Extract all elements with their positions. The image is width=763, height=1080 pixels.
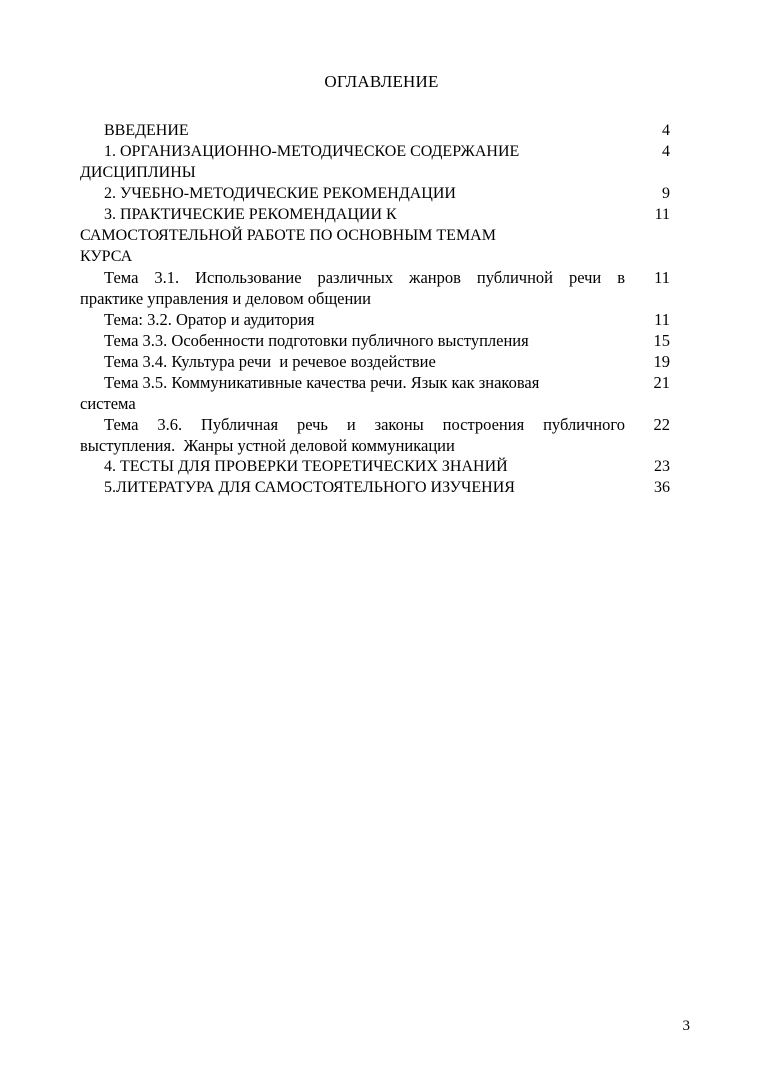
toc-page-number: 36 (654, 479, 670, 496)
toc-entry-section-4[interactable] (80, 456, 670, 477)
toc-entry-text (80, 183, 625, 204)
toc-page-number: 15 (653, 331, 670, 350)
toc-entry-line: САМОСТОЯТЕЛЬНОЙ РАБОТЕ ПО ОСНОВНЫМ ТЕМАМ (80, 227, 496, 244)
toc-entry-line: практике управления и деловом общении (80, 289, 371, 308)
toc-page-number: 11 (654, 268, 670, 287)
toc-entry-line: Тема 3.4. Культура речи и речевое воздействие (104, 352, 436, 371)
page-number: 3 (682, 1018, 690, 1034)
toc-entry-topic-3-1[interactable] (80, 267, 670, 309)
toc-entry-line: 5.ЛИТЕРАТУРА ДЛЯ САМОСТОЯТЕЛЬНОГО ИЗУЧЕНИЯ (104, 479, 515, 496)
toc-entry-line: выступления. Жанры устной деловой коммуникации (80, 436, 455, 455)
toc-entry-line: 3. ПРАКТИЧЕСКИЕ РЕКОМЕНДАЦИИ К (104, 206, 397, 223)
toc-page-number: 11 (654, 310, 670, 329)
toc-entry-topic-3-2[interactable] (80, 309, 670, 330)
toc-entry-line: ВВЕДЕНИЕ (104, 122, 189, 139)
toc-entry-text (80, 120, 625, 141)
toc-entry-line: КУРСА (80, 248, 133, 265)
toc-entry-line: Тема 3.1. Использование различных жанров публичной речи в (104, 268, 625, 287)
toc-entry-text (80, 204, 625, 267)
toc-entry-section-2[interactable] (80, 183, 670, 204)
toc-page-number: 9 (662, 185, 670, 202)
toc-entry-text (80, 351, 625, 372)
toc-entry-line: система (80, 394, 136, 413)
toc-entry-topic-3-5[interactable] (80, 372, 670, 414)
toc-entry-text (80, 267, 625, 309)
toc-entry-line: 2. УЧЕБНО-МЕТОДИЧЕСКИЕ РЕКОМЕНДАЦИИ (104, 185, 456, 202)
toc-entry-line: 4. ТЕСТЫ ДЛЯ ПРОВЕРКИ ТЕОРЕТИЧЕСКИХ ЗНАНИЙ (104, 458, 508, 475)
toc-entry-line: Тема: 3.2. Оратор и аудитория (104, 310, 315, 329)
toc-entry-topic-3-4[interactable] (80, 351, 670, 372)
toc-page-number: 4 (662, 122, 670, 139)
toc-entry-text (80, 477, 625, 498)
toc-page-number: 4 (662, 143, 670, 160)
toc-page-number: 21 (653, 373, 670, 392)
toc-entry-text (80, 456, 625, 477)
toc-page-number: 19 (653, 352, 670, 371)
toc-entry-topic-3-3[interactable] (80, 330, 670, 351)
toc-entry-introduction[interactable] (80, 120, 670, 141)
toc-entry-text (80, 372, 625, 414)
toc-entry-section-1[interactable] (80, 141, 670, 183)
toc-entry-line: Тема 3.3. Особенности подготовки публичного выступления (104, 331, 529, 350)
toc-entry-line: Тема 3.5. Коммуникативные качества речи. Язык как знаковая (104, 373, 540, 392)
toc-page-number: 23 (654, 458, 670, 475)
page-title: ОГЛАВЛЕНИЕ (324, 72, 439, 91)
toc-entry-text (80, 141, 625, 183)
toc-entry-section-5[interactable] (80, 477, 670, 498)
toc-entry-line: Тема 3.6. Публичная речь и законы построения публичного (104, 415, 625, 434)
table-of-contents (80, 120, 670, 498)
toc-entry-text (80, 309, 625, 330)
toc-entry-section-3[interactable] (80, 204, 670, 267)
toc-entry-topic-3-6[interactable] (80, 414, 670, 456)
toc-entry-line: ДИСЦИПЛИНЫ (80, 164, 196, 181)
toc-page-number: 22 (653, 415, 670, 434)
toc-entry-text (80, 414, 625, 456)
toc-page-number: 11 (654, 206, 670, 223)
toc-entry-text (80, 330, 625, 351)
toc-entry-line: 1. ОРГАНИЗАЦИОННО-МЕТОДИЧЕСКОЕ СОДЕРЖАНИЕ (104, 143, 520, 160)
